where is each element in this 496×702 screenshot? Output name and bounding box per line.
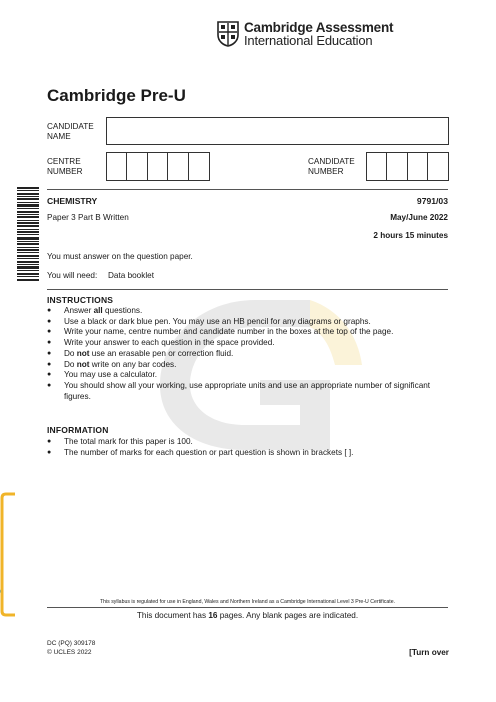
information-heading: INFORMATION: [47, 425, 109, 435]
divider-top: [47, 189, 448, 190]
regulation-note: This syllabus is regulated for use in England, Wales and Northern Ireland as a Cambridge International Level 3 Pre-U Certificate.: [99, 599, 396, 605]
cambridge-shield-icon: [217, 21, 239, 47]
subject: CHEMISTRY: [47, 196, 98, 206]
requirements-value: Data booklet: [108, 271, 154, 280]
divider-bottom: [47, 607, 448, 608]
centre-number-field[interactable]: [106, 152, 210, 181]
instruction-item: ● You may use a calculator.: [47, 370, 447, 381]
qualification-title: Cambridge Pre-U: [47, 86, 186, 105]
information-item: ● The total mark for this paper is 100.: [47, 437, 447, 448]
instruction-item: ● Write your answer to each question in the space provided.: [47, 338, 447, 349]
information-item: ● The number of marks for each question or part question is shown in brackets [ ].: [47, 448, 447, 459]
turn-over: [Turn over: [409, 648, 449, 657]
side-watermark-text: [0, 512, 1, 595]
instruction-item: ● Answer all questions.: [47, 306, 447, 317]
instruction-item: ● Do not use an erasable pen or correction fluid.: [47, 349, 447, 360]
requirements-label: You will need:: [47, 271, 98, 280]
side-watermark: [0, 492, 18, 617]
document-code: DC (PQ) 309178: [47, 640, 96, 647]
exam-session: May/June 2022: [390, 213, 448, 222]
instruction-item: ● Write your name, centre number and candidate number in the boxes at the top of the page.: [47, 327, 447, 338]
instructions-list: [47, 306, 447, 402]
instruction-item: ● Use a black or dark blue pen. You may use an HB pencil for any diagrams or graphs.: [47, 317, 447, 328]
paper-name: Paper 3 Part B Written: [47, 213, 129, 222]
copyright: © UCLES 2022: [47, 649, 92, 656]
page-count-note: This document has 16 pages. Any blank pages are indicated.: [136, 611, 359, 620]
candidate-number-field[interactable]: [366, 152, 449, 181]
logo-line-2: International Education: [244, 33, 373, 48]
answer-instruction: You must answer on the question paper.: [47, 252, 193, 261]
barcode: [17, 187, 39, 283]
candidate-name-field[interactable]: [106, 117, 449, 145]
bracket-icon: [0, 492, 18, 617]
instructions-heading: INSTRUCTIONS: [47, 295, 114, 305]
centre-number-label: CENTRE NUMBER: [47, 157, 83, 176]
logo-line-1: Cambridge Assessment: [244, 20, 394, 35]
instruction-item: ● You should show all your working, use appropriate units and use an appropriate number of significant figures.: [47, 381, 447, 402]
information-list: [47, 437, 447, 458]
instruction-item: ● Do not write on any bar codes.: [47, 360, 447, 371]
exam-duration: 2 hours 15 minutes: [373, 231, 448, 240]
cambridge-logo: [217, 21, 393, 47]
candidate-number-label: CANDIDATE NUMBER: [308, 157, 355, 176]
paper-code: 9791/03: [416, 196, 448, 206]
candidate-name-label: CANDIDATE NAME: [47, 122, 94, 141]
